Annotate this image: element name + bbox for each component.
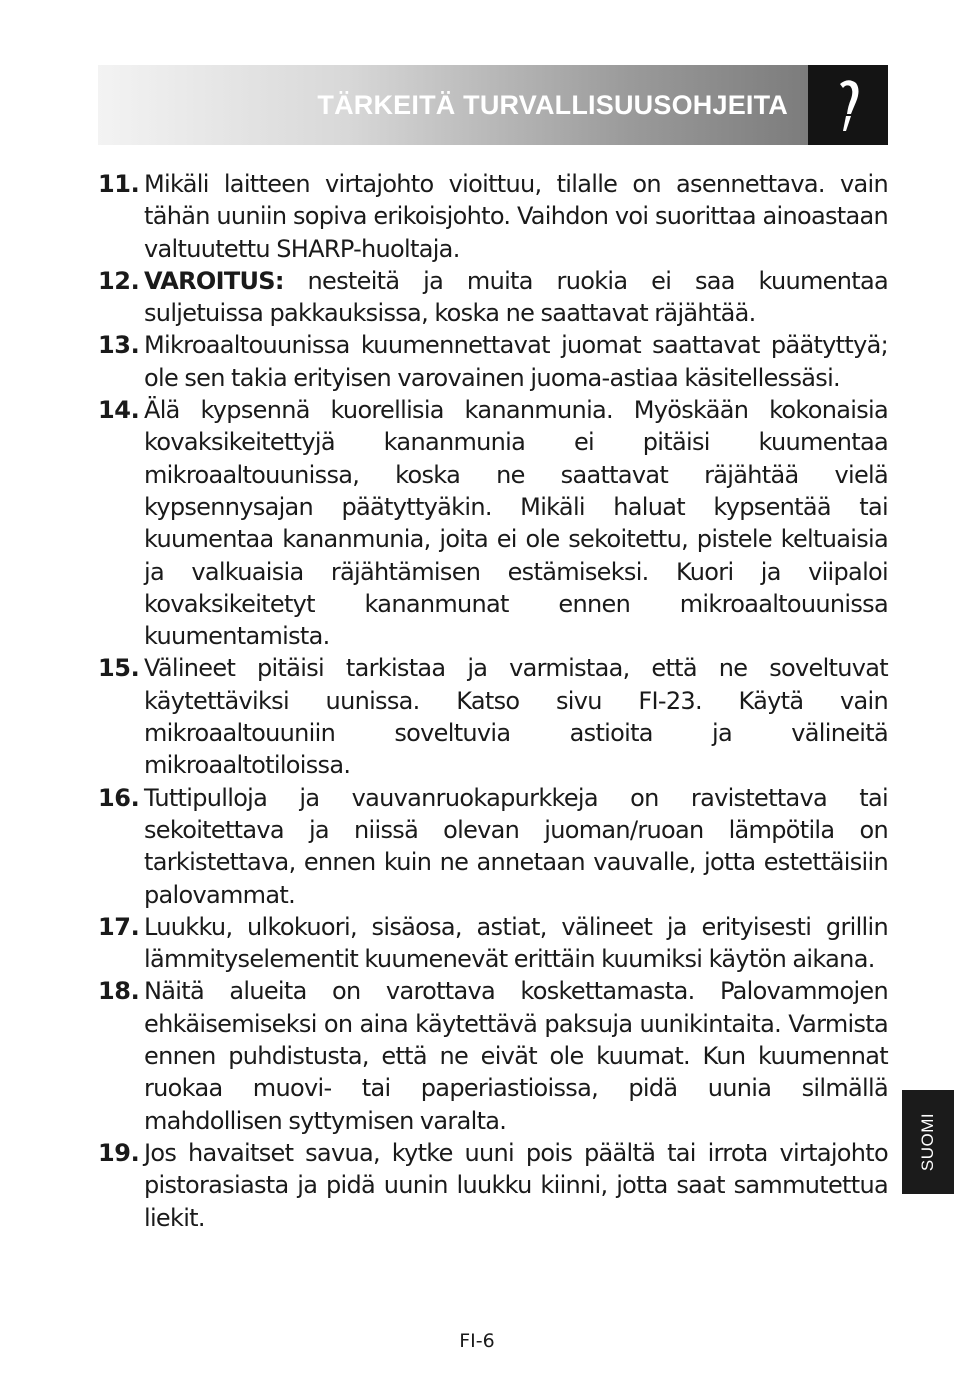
language-tab-label: SUOMI — [918, 1112, 938, 1172]
list-item — [98, 911, 888, 976]
item-number: 18. — [98, 977, 140, 1006]
safety-instructions-list — [98, 168, 888, 1234]
item-number: 13. — [98, 331, 140, 360]
item-text: Älä kypsennä kuorellisia kananmunia. Myöskään kokonaisia kovaksikeitettyjä kananmunia ei pitäisi kuumentaa mikroaaltouunissa, koska ne saattavat räjähtää vielä kypsennysajan päätyttyäkin. Mikäli haluat kypsentää tai kuumentaa kananmunia, joita ei ole sekoitettu, pistele keltuaisia ja valkuaisia räjähtämisen estämiseksi. Kuori ja viipaloi kovaksikeitetyt kananmunat ennen mikroaaltouunissa kuumentamista. — [144, 396, 888, 651]
item-text: Luukku, ulkokuori, sisäosa, astiat, välineet ja erityisesti grillin lämmityselementit kuumenevät erittäin kuumiksi käytön aikana. — [144, 912, 888, 974]
item-number: 11. — [98, 170, 140, 198]
list-item — [98, 782, 888, 911]
item-text: Mikäli laitteen virtajohto vioittuu, tilalle on asennettava. vain tähän uuniin sopiva erikoisjohto. Vaihdon voi suorittaa ainoastaan valtuutettu SHARP-huoltaja. — [144, 170, 888, 263]
list-item — [98, 329, 888, 394]
page-title: TÄRKEITÄ TURVALLISUUSOHJEITA — [317, 89, 788, 120]
language-tab — [902, 1090, 954, 1194]
item-number: 15. — [98, 654, 140, 683]
item-text: Jos havaitset savua, kytke uuni pois päältä tai irrota virtajohto pistorasiasta ja pidä uunin luukku kiinni, jotta saat sammutettua liekit. — [144, 1138, 888, 1232]
list-item — [98, 265, 888, 330]
info-hand-icon — [833, 76, 863, 134]
item-number: 16. — [98, 783, 140, 812]
item-text: Tuttipulloja ja vauvanruokapurkkeja on ravistettava tai sekoitettava ja niissä olevan juoman/ruoan lämpötila on tarkistettava, ennen kuin ne annetaan vauvalle, jotta estettäisiin palovammat. — [144, 783, 888, 909]
item-number: 19. — [98, 1138, 140, 1167]
warning-label: VAROITUS: — [144, 266, 284, 295]
section-header — [98, 65, 888, 145]
item-number: 17. — [98, 912, 140, 941]
item-text: VAROITUS: nesteitä ja muita ruokia ei saa kuumentaa suljetuissa pakkauksissa, koska ne saattavat räjähtää. — [144, 266, 888, 328]
list-item — [98, 975, 888, 1136]
item-number: 12. — [98, 266, 140, 295]
item-text: Näitä alueita on varottava koskettamasta. Palovammojen ehkäisemiseksi on aina käytettävä paksuja uunikintaita. Varmista ennen puhdistusta, että ne eivät ole kuumat. Kun kuumennat ruokaa muovi- tai paperiastioissa, pidä uunia silmällä mahdollisen syttymisen varalta. — [144, 977, 888, 1135]
header-icon-box — [808, 65, 888, 145]
item-number: 14. — [98, 396, 140, 425]
list-item — [98, 168, 888, 265]
list-item — [98, 394, 888, 652]
item-text: Mikroaaltouunissa kuumennettavat juomat saattavat päätyttyä; ole sen takia erityisen varovainen juoma-astiaa käsitellessäsi. — [144, 331, 888, 392]
page-number: FI-6 — [459, 1330, 495, 1352]
list-item — [98, 1137, 888, 1234]
list-item — [98, 652, 888, 781]
item-text: Välineet pitäisi tarkistaa ja varmistaa, että ne soveltuvat käytettäviksi uunissa. Katso sivu FI-23. Käytä vain mikroaaltouuniin soveltuvia astioita ja välineitä mikroaaltotiloissa. — [144, 654, 888, 780]
header-gradient-band — [98, 65, 808, 145]
